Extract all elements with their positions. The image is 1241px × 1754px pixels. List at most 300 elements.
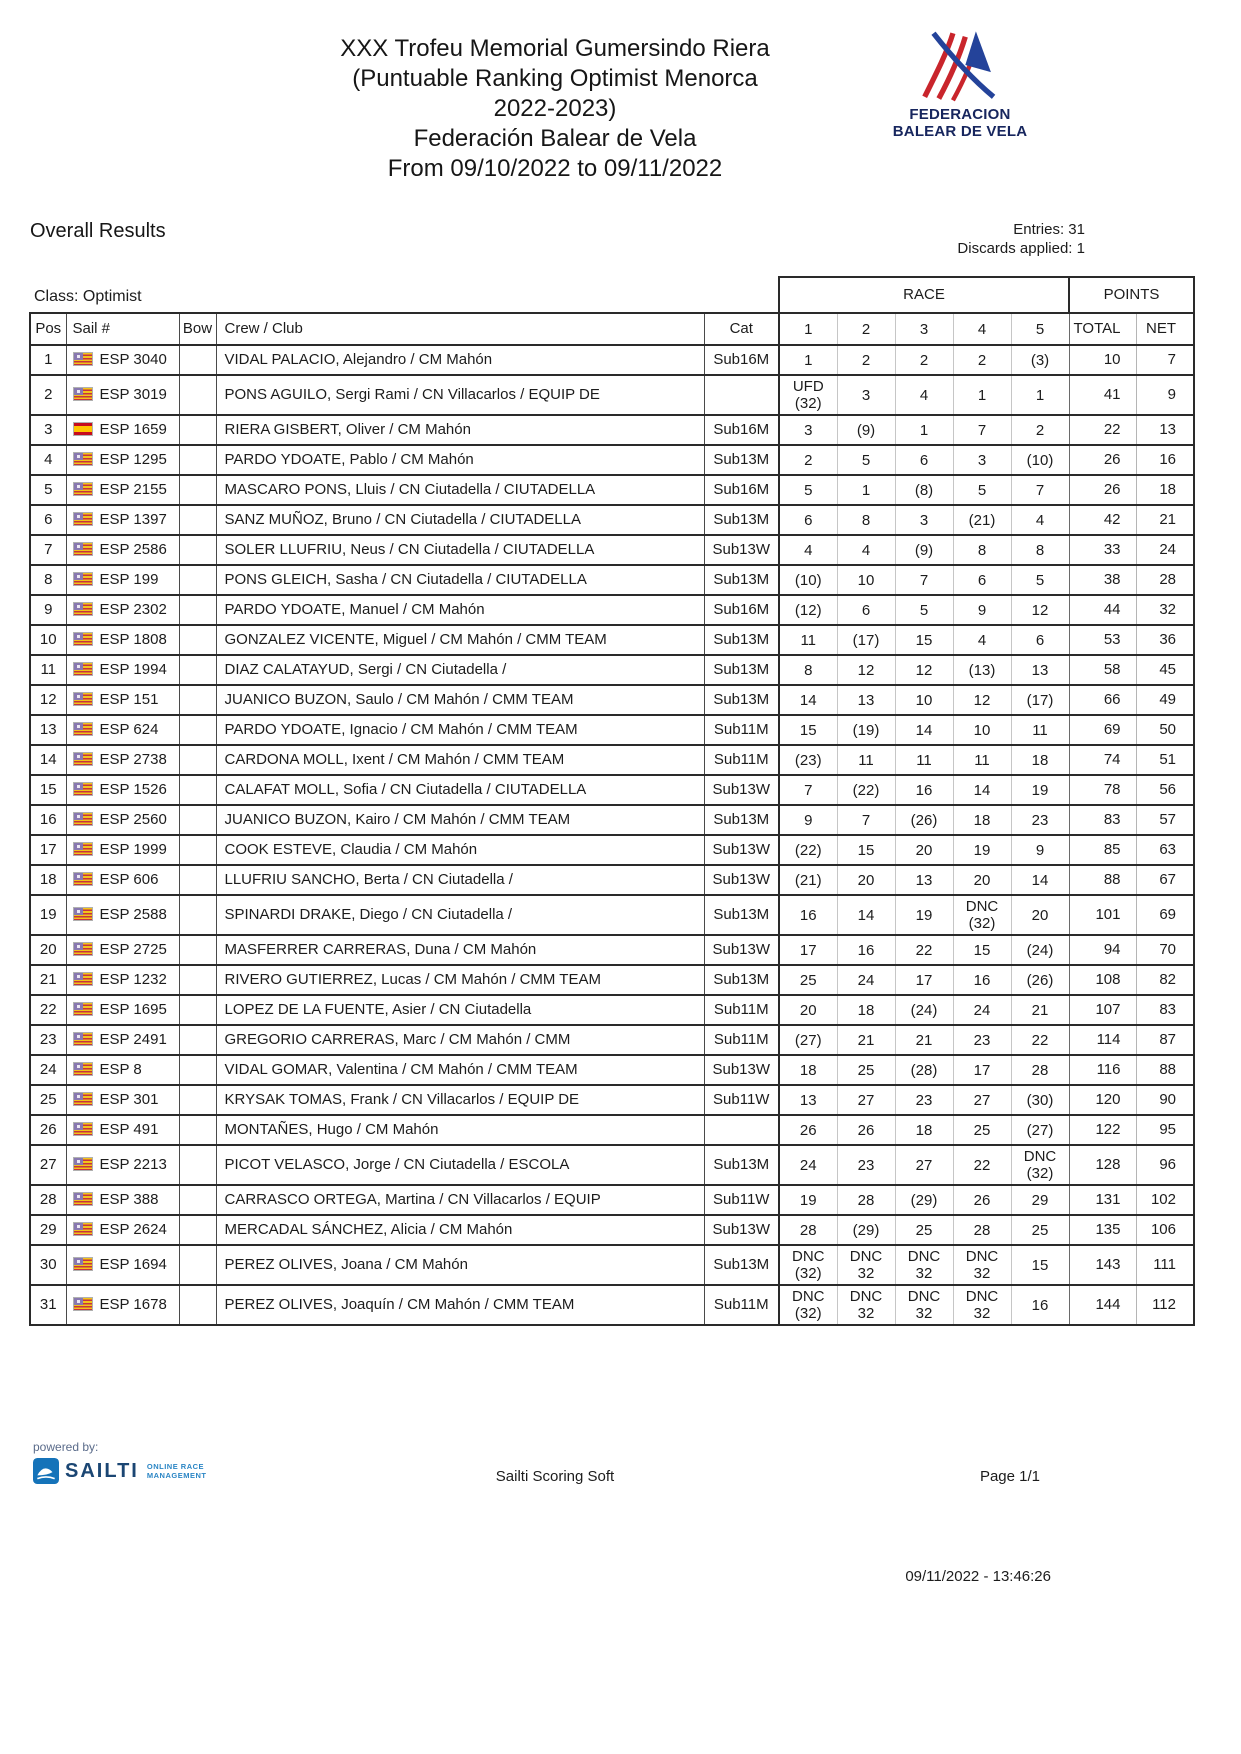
race-score-cell: 7 bbox=[837, 805, 895, 835]
results-header bbox=[30, 220, 1085, 258]
table-row bbox=[30, 935, 1194, 965]
race-score-cell: 26 bbox=[779, 1115, 837, 1145]
race-score-cell: 16 bbox=[779, 895, 837, 935]
sail-number: ESP 2586 bbox=[99, 541, 167, 558]
balearic-flag-icon bbox=[73, 1157, 93, 1171]
race-score-cell: 25 bbox=[779, 965, 837, 995]
category-cell: Sub13M bbox=[704, 505, 779, 535]
race-score-cell: 2 bbox=[953, 345, 1011, 375]
table-row bbox=[30, 1025, 1194, 1055]
race-score-cell: 3 bbox=[895, 505, 953, 535]
race-score-cell: 8 bbox=[779, 655, 837, 685]
federation-logo bbox=[885, 26, 1035, 140]
bow-cell bbox=[179, 445, 216, 475]
total-points-cell: 128 bbox=[1069, 1145, 1136, 1185]
race-score-cell: 11 bbox=[1011, 715, 1069, 745]
race-score-cell: 6 bbox=[837, 595, 895, 625]
crew-club-cell: GONZALEZ VICENTE, Miguel / CM Mahón / CMM TEAM bbox=[216, 625, 704, 655]
sail-number-cell bbox=[66, 1025, 179, 1055]
net-points-cell: 36 bbox=[1136, 625, 1194, 655]
category-cell: Sub11M bbox=[704, 715, 779, 745]
bow-cell bbox=[179, 965, 216, 995]
race-score-cell: 10 bbox=[837, 565, 895, 595]
balearic-flag-icon bbox=[73, 972, 93, 986]
table-row bbox=[30, 535, 1194, 565]
crew-club-cell: PARDO YDOATE, Pablo / CM Mahón bbox=[216, 445, 704, 475]
race-score-cell: (10) bbox=[1011, 445, 1069, 475]
total-points-cell: 88 bbox=[1069, 865, 1136, 895]
race-score-cell: (24) bbox=[895, 995, 953, 1025]
race-score-cell: 13 bbox=[1011, 655, 1069, 685]
sail-number-cell bbox=[66, 995, 179, 1025]
race-score-cell: DNC 32 bbox=[837, 1245, 895, 1285]
race-score-cell: 24 bbox=[953, 995, 1011, 1025]
sail-number-cell bbox=[66, 805, 179, 835]
race-score-cell: 8 bbox=[953, 535, 1011, 565]
total-points-cell: 85 bbox=[1069, 835, 1136, 865]
bow-cell bbox=[179, 835, 216, 865]
sail-number: ESP 199 bbox=[99, 571, 159, 588]
scoring-software-label: Sailti Scoring Soft bbox=[495, 1468, 615, 1485]
crew-club-cell: SOLER LLUFRIU, Neus / CN Ciutadella / CIUTADELLA bbox=[216, 535, 704, 565]
bow-cell bbox=[179, 685, 216, 715]
balearic-flag-icon bbox=[73, 1257, 93, 1271]
race-score-cell: 25 bbox=[837, 1055, 895, 1085]
sail-number-cell bbox=[66, 535, 179, 565]
event-title-line: XXX Trofeu Memorial Gumersindo Riera bbox=[340, 35, 770, 62]
table-row bbox=[30, 655, 1194, 685]
table-row bbox=[30, 1185, 1194, 1215]
category-cell: Sub16M bbox=[704, 475, 779, 505]
net-points-cell: 90 bbox=[1136, 1085, 1194, 1115]
category-cell: Sub13M bbox=[704, 655, 779, 685]
race-score-cell: 17 bbox=[953, 1055, 1011, 1085]
bow-cell bbox=[179, 1145, 216, 1185]
net-points-cell: 50 bbox=[1136, 715, 1194, 745]
table-row bbox=[30, 1215, 1194, 1245]
race-score-cell: 25 bbox=[953, 1115, 1011, 1145]
position-cell: 5 bbox=[30, 475, 66, 505]
net-points-cell: 83 bbox=[1136, 995, 1194, 1025]
race-score-cell: 19 bbox=[779, 1185, 837, 1215]
category-cell: Sub13M bbox=[704, 685, 779, 715]
sail-number-cell bbox=[66, 685, 179, 715]
table-row bbox=[30, 565, 1194, 595]
crew-club-cell: CALAFAT MOLL, Sofia / CN Ciutadella / CIUTADELLA bbox=[216, 775, 704, 805]
sail-number-cell bbox=[66, 1185, 179, 1215]
balearic-flag-icon bbox=[73, 352, 93, 366]
race-score-cell: 21 bbox=[837, 1025, 895, 1055]
balearic-flag-icon bbox=[73, 692, 93, 706]
net-points-cell: 102 bbox=[1136, 1185, 1194, 1215]
crew-club-cell: LOPEZ DE LA FUENTE, Asier / CN Ciutadella bbox=[216, 995, 704, 1025]
column-header-r5: 5 bbox=[1011, 313, 1069, 345]
total-points-cell: 143 bbox=[1069, 1245, 1136, 1285]
balearic-flag-icon bbox=[73, 942, 93, 956]
total-points-cell: 78 bbox=[1069, 775, 1136, 805]
net-points-cell: 111 bbox=[1136, 1245, 1194, 1285]
powered-by-label: powered by: bbox=[33, 1440, 99, 1454]
race-score-cell: 20 bbox=[1011, 895, 1069, 935]
race-score-cell: 18 bbox=[779, 1055, 837, 1085]
race-score-cell: 17 bbox=[779, 935, 837, 965]
table-row bbox=[30, 1145, 1194, 1185]
race-score-cell: 5 bbox=[895, 595, 953, 625]
race-score-cell: 23 bbox=[837, 1145, 895, 1185]
sail-number: ESP 1295 bbox=[99, 451, 167, 468]
net-points-cell: 82 bbox=[1136, 965, 1194, 995]
race-score-cell: (26) bbox=[895, 805, 953, 835]
sail-number-cell bbox=[66, 935, 179, 965]
column-header-pos: Pos bbox=[30, 313, 66, 345]
sail-number: ESP 1808 bbox=[99, 631, 167, 648]
race-score-cell: 16 bbox=[1011, 1285, 1069, 1325]
table-row bbox=[30, 1245, 1194, 1285]
race-score-cell: 2 bbox=[837, 345, 895, 375]
column-header-total: TOTAL bbox=[1069, 313, 1136, 345]
race-score-cell: 18 bbox=[953, 805, 1011, 835]
column-header-net: NET bbox=[1136, 313, 1194, 345]
position-cell: 18 bbox=[30, 865, 66, 895]
total-points-cell: 26 bbox=[1069, 475, 1136, 505]
race-score-cell: 12 bbox=[895, 655, 953, 685]
event-title-line: Federación Balear de Vela bbox=[413, 125, 697, 152]
results-table bbox=[29, 276, 1195, 1326]
bow-cell bbox=[179, 595, 216, 625]
sailti-brand-name: SAILTI bbox=[65, 1459, 139, 1482]
race-score-cell: (19) bbox=[837, 715, 895, 745]
timestamp: 09/11/2022 - 13:46:26 bbox=[905, 1568, 1051, 1585]
race-score-cell: 4 bbox=[779, 535, 837, 565]
points-group-header: POINTS bbox=[1069, 277, 1194, 313]
crew-club-cell: SPINARDI DRAKE, Diego / CN Ciutadella / bbox=[216, 895, 704, 935]
race-score-cell: 8 bbox=[1011, 535, 1069, 565]
position-cell: 19 bbox=[30, 895, 66, 935]
category-cell: Sub13M bbox=[704, 965, 779, 995]
net-points-cell: 13 bbox=[1136, 415, 1194, 445]
category-cell: Sub13M bbox=[704, 895, 779, 935]
race-score-cell: 6 bbox=[1011, 625, 1069, 655]
sail-number-cell bbox=[66, 1215, 179, 1245]
sail-number: ESP 2624 bbox=[99, 1221, 167, 1238]
sail-number-cell bbox=[66, 415, 179, 445]
sail-number: ESP 2213 bbox=[99, 1156, 167, 1173]
race-score-cell: 22 bbox=[953, 1145, 1011, 1185]
race-score-cell: 22 bbox=[1011, 1025, 1069, 1055]
position-cell: 21 bbox=[30, 965, 66, 995]
crew-club-cell: JUANICO BUZON, Kairo / CM Mahón / CMM TEAM bbox=[216, 805, 704, 835]
bow-cell bbox=[179, 935, 216, 965]
table-row bbox=[30, 415, 1194, 445]
spain-flag-icon bbox=[73, 422, 93, 436]
table-row bbox=[30, 1055, 1194, 1085]
race-score-cell: DNC (32) bbox=[779, 1285, 837, 1325]
net-points-cell: 21 bbox=[1136, 505, 1194, 535]
sail-number-cell bbox=[66, 1145, 179, 1185]
balearic-flag-icon bbox=[73, 1002, 93, 1016]
crew-club-cell: SANZ MUÑOZ, Bruno / CN Ciutadella / CIUTADELLA bbox=[216, 505, 704, 535]
category-cell: Sub13W bbox=[704, 775, 779, 805]
position-cell: 17 bbox=[30, 835, 66, 865]
crew-club-cell: PARDO YDOATE, Manuel / CM Mahón bbox=[216, 595, 704, 625]
crew-club-cell: VIDAL GOMAR, Valentina / CM Mahón / CMM TEAM bbox=[216, 1055, 704, 1085]
position-cell: 8 bbox=[30, 565, 66, 595]
position-cell: 2 bbox=[30, 375, 66, 415]
race-score-cell: 25 bbox=[1011, 1215, 1069, 1245]
total-points-cell: 116 bbox=[1069, 1055, 1136, 1085]
net-points-cell: 70 bbox=[1136, 935, 1194, 965]
race-score-cell: 16 bbox=[953, 965, 1011, 995]
race-score-cell: (24) bbox=[1011, 935, 1069, 965]
position-cell: 29 bbox=[30, 1215, 66, 1245]
crew-club-cell: PICOT VELASCO, Jorge / CN Ciutadella / ESCOLA bbox=[216, 1145, 704, 1185]
race-score-cell: 23 bbox=[1011, 805, 1069, 835]
column-header-sail: Sail # bbox=[66, 313, 179, 345]
category-cell: Sub16M bbox=[704, 345, 779, 375]
bow-cell bbox=[179, 1185, 216, 1215]
bow-cell bbox=[179, 1215, 216, 1245]
table-row bbox=[30, 445, 1194, 475]
crew-club-cell: PARDO YDOATE, Ignacio / CM Mahón / CMM TEAM bbox=[216, 715, 704, 745]
category-cell: Sub11M bbox=[704, 745, 779, 775]
category-cell: Sub13W bbox=[704, 1215, 779, 1245]
total-points-cell: 10 bbox=[1069, 345, 1136, 375]
sail-number-cell bbox=[66, 1085, 179, 1115]
race-score-cell: 4 bbox=[837, 535, 895, 565]
race-score-cell: 3 bbox=[953, 445, 1011, 475]
net-points-cell: 88 bbox=[1136, 1055, 1194, 1085]
category-cell: Sub13W bbox=[704, 535, 779, 565]
sail-number-cell bbox=[66, 1115, 179, 1145]
category-cell: Sub13W bbox=[704, 835, 779, 865]
balearic-flag-icon bbox=[73, 1062, 93, 1076]
race-score-cell: 11 bbox=[895, 745, 953, 775]
race-score-cell: (13) bbox=[953, 655, 1011, 685]
table-row bbox=[30, 475, 1194, 505]
sail-number-cell bbox=[66, 655, 179, 685]
position-cell: 7 bbox=[30, 535, 66, 565]
race-score-cell: 17 bbox=[895, 965, 953, 995]
sail-number: ESP 151 bbox=[99, 691, 159, 708]
position-cell: 15 bbox=[30, 775, 66, 805]
net-points-cell: 106 bbox=[1136, 1215, 1194, 1245]
balearic-flag-icon bbox=[73, 782, 93, 796]
race-score-cell: (3) bbox=[1011, 345, 1069, 375]
race-score-cell: 22 bbox=[895, 935, 953, 965]
race-score-cell: 7 bbox=[779, 775, 837, 805]
balearic-flag-icon bbox=[73, 842, 93, 856]
race-score-cell: 20 bbox=[779, 995, 837, 1025]
race-score-cell: 5 bbox=[1011, 565, 1069, 595]
federation-logo-text bbox=[885, 106, 1035, 140]
sail-number: ESP 491 bbox=[99, 1121, 159, 1138]
net-points-cell: 87 bbox=[1136, 1025, 1194, 1055]
race-score-cell: 13 bbox=[779, 1085, 837, 1115]
race-score-cell: 14 bbox=[953, 775, 1011, 805]
bow-cell bbox=[179, 1085, 216, 1115]
race-score-cell: 2 bbox=[1011, 415, 1069, 445]
race-score-cell: 27 bbox=[953, 1085, 1011, 1115]
race-score-cell: 10 bbox=[953, 715, 1011, 745]
sail-number: ESP 1999 bbox=[99, 841, 167, 858]
bow-cell bbox=[179, 895, 216, 935]
total-points-cell: 94 bbox=[1069, 935, 1136, 965]
column-header-r2: 2 bbox=[837, 313, 895, 345]
race-score-cell: 20 bbox=[837, 865, 895, 895]
table-row bbox=[30, 1085, 1194, 1115]
race-score-cell: 2 bbox=[779, 445, 837, 475]
discards-count: Discards applied: 1 bbox=[957, 240, 1085, 257]
race-score-cell: 16 bbox=[837, 935, 895, 965]
net-points-cell: 57 bbox=[1136, 805, 1194, 835]
race-score-cell: 27 bbox=[895, 1145, 953, 1185]
category-cell: Sub13M bbox=[704, 565, 779, 595]
race-score-cell: UFD (32) bbox=[779, 375, 837, 415]
sail-number: ESP 3019 bbox=[99, 386, 167, 403]
bow-cell bbox=[179, 625, 216, 655]
category-cell: Sub13M bbox=[704, 805, 779, 835]
position-cell: 26 bbox=[30, 1115, 66, 1145]
sail-number-cell bbox=[66, 345, 179, 375]
race-score-cell: DNC 32 bbox=[953, 1245, 1011, 1285]
bow-cell bbox=[179, 865, 216, 895]
sail-number-cell bbox=[66, 595, 179, 625]
column-header-r4: 4 bbox=[953, 313, 1011, 345]
column-header-cat: Cat bbox=[704, 313, 779, 345]
balearic-flag-icon bbox=[73, 1192, 93, 1206]
race-score-cell: 7 bbox=[895, 565, 953, 595]
race-score-cell: 23 bbox=[953, 1025, 1011, 1055]
net-points-cell: 96 bbox=[1136, 1145, 1194, 1185]
sail-number: ESP 606 bbox=[99, 871, 159, 888]
crew-club-cell: MASCARO PONS, Lluis / CN Ciutadella / CIUTADELLA bbox=[216, 475, 704, 505]
sail-number-cell bbox=[66, 715, 179, 745]
race-score-cell: 14 bbox=[895, 715, 953, 745]
table-row bbox=[30, 865, 1194, 895]
race-score-cell: (22) bbox=[779, 835, 837, 865]
race-score-cell: 7 bbox=[953, 415, 1011, 445]
race-score-cell: 9 bbox=[779, 805, 837, 835]
sail-number-cell bbox=[66, 445, 179, 475]
net-points-cell: 49 bbox=[1136, 685, 1194, 715]
bow-cell bbox=[179, 655, 216, 685]
table-row bbox=[30, 505, 1194, 535]
group-header-row bbox=[30, 277, 1194, 313]
balearic-flag-icon bbox=[73, 602, 93, 616]
table-row bbox=[30, 745, 1194, 775]
sail-number: ESP 1994 bbox=[99, 661, 167, 678]
total-points-cell: 66 bbox=[1069, 685, 1136, 715]
net-points-cell: 16 bbox=[1136, 445, 1194, 475]
race-score-cell: 20 bbox=[895, 835, 953, 865]
net-points-cell: 56 bbox=[1136, 775, 1194, 805]
net-points-cell: 9 bbox=[1136, 375, 1194, 415]
race-score-cell: (27) bbox=[1011, 1115, 1069, 1145]
race-score-cell: 24 bbox=[779, 1145, 837, 1185]
page-header bbox=[0, 0, 1241, 204]
bow-cell bbox=[179, 345, 216, 375]
column-header-r1: 1 bbox=[779, 313, 837, 345]
sailti-subtitle-line1: ONLINE RACE bbox=[146, 1462, 205, 1471]
race-score-cell: 13 bbox=[837, 685, 895, 715]
sail-number-cell bbox=[66, 475, 179, 505]
position-cell: 10 bbox=[30, 625, 66, 655]
crew-club-cell: RIERA GISBERT, Oliver / CM Mahón bbox=[216, 415, 704, 445]
crew-club-cell: MONTAÑES, Hugo / CM Mahón bbox=[216, 1115, 704, 1145]
position-cell: 4 bbox=[30, 445, 66, 475]
race-score-cell: 18 bbox=[895, 1115, 953, 1145]
total-points-cell: 38 bbox=[1069, 565, 1136, 595]
sail-number: ESP 2588 bbox=[99, 906, 167, 923]
race-score-cell: (17) bbox=[1011, 685, 1069, 715]
category-cell: Sub16M bbox=[704, 415, 779, 445]
race-score-cell: 28 bbox=[837, 1185, 895, 1215]
balearic-flag-icon bbox=[73, 1092, 93, 1106]
total-points-cell: 122 bbox=[1069, 1115, 1136, 1145]
race-score-cell: (29) bbox=[837, 1215, 895, 1245]
race-score-cell: 21 bbox=[895, 1025, 953, 1055]
position-cell: 30 bbox=[30, 1245, 66, 1285]
race-score-cell: 26 bbox=[953, 1185, 1011, 1215]
race-score-cell: 1 bbox=[895, 415, 953, 445]
sail-number-cell bbox=[66, 965, 179, 995]
race-score-cell: 16 bbox=[895, 775, 953, 805]
position-cell: 16 bbox=[30, 805, 66, 835]
total-points-cell: 42 bbox=[1069, 505, 1136, 535]
race-score-cell: 2 bbox=[895, 345, 953, 375]
race-score-cell: DNC 32 bbox=[895, 1245, 953, 1285]
bow-cell bbox=[179, 535, 216, 565]
total-points-cell: 22 bbox=[1069, 415, 1136, 445]
race-score-cell: (8) bbox=[895, 475, 953, 505]
total-points-cell: 26 bbox=[1069, 445, 1136, 475]
position-cell: 20 bbox=[30, 935, 66, 965]
position-cell: 22 bbox=[30, 995, 66, 1025]
crew-club-cell: PONS GLEICH, Sasha / CN Ciutadella / CIUTADELLA bbox=[216, 565, 704, 595]
race-score-cell: DNC (32) bbox=[953, 895, 1011, 935]
net-points-cell: 95 bbox=[1136, 1115, 1194, 1145]
federation-logo-icon bbox=[907, 26, 1013, 104]
table-row bbox=[30, 375, 1194, 415]
position-cell: 24 bbox=[30, 1055, 66, 1085]
total-points-cell: 53 bbox=[1069, 625, 1136, 655]
race-score-cell: 1 bbox=[837, 475, 895, 505]
race-score-cell: 5 bbox=[837, 445, 895, 475]
total-points-cell: 131 bbox=[1069, 1185, 1136, 1215]
total-points-cell: 114 bbox=[1069, 1025, 1136, 1055]
balearic-flag-icon bbox=[73, 1122, 93, 1136]
race-score-cell: 3 bbox=[779, 415, 837, 445]
bow-cell bbox=[179, 715, 216, 745]
bow-cell bbox=[179, 745, 216, 775]
race-score-cell: 6 bbox=[779, 505, 837, 535]
balearic-flag-icon bbox=[73, 662, 93, 676]
crew-club-cell: JUANICO BUZON, Saulo / CM Mahón / CMM TEAM bbox=[216, 685, 704, 715]
category-cell: Sub11W bbox=[704, 1185, 779, 1215]
race-score-cell: (22) bbox=[837, 775, 895, 805]
net-points-cell: 24 bbox=[1136, 535, 1194, 565]
balearic-flag-icon bbox=[73, 907, 93, 921]
category-cell: Sub11M bbox=[704, 995, 779, 1025]
race-score-cell: 14 bbox=[837, 895, 895, 935]
balearic-flag-icon bbox=[73, 1032, 93, 1046]
table-row bbox=[30, 1285, 1194, 1325]
sail-number-cell bbox=[66, 565, 179, 595]
race-score-cell: 18 bbox=[837, 995, 895, 1025]
race-score-cell: 24 bbox=[837, 965, 895, 995]
sail-number-cell bbox=[66, 1245, 179, 1285]
race-score-cell: 28 bbox=[953, 1215, 1011, 1245]
